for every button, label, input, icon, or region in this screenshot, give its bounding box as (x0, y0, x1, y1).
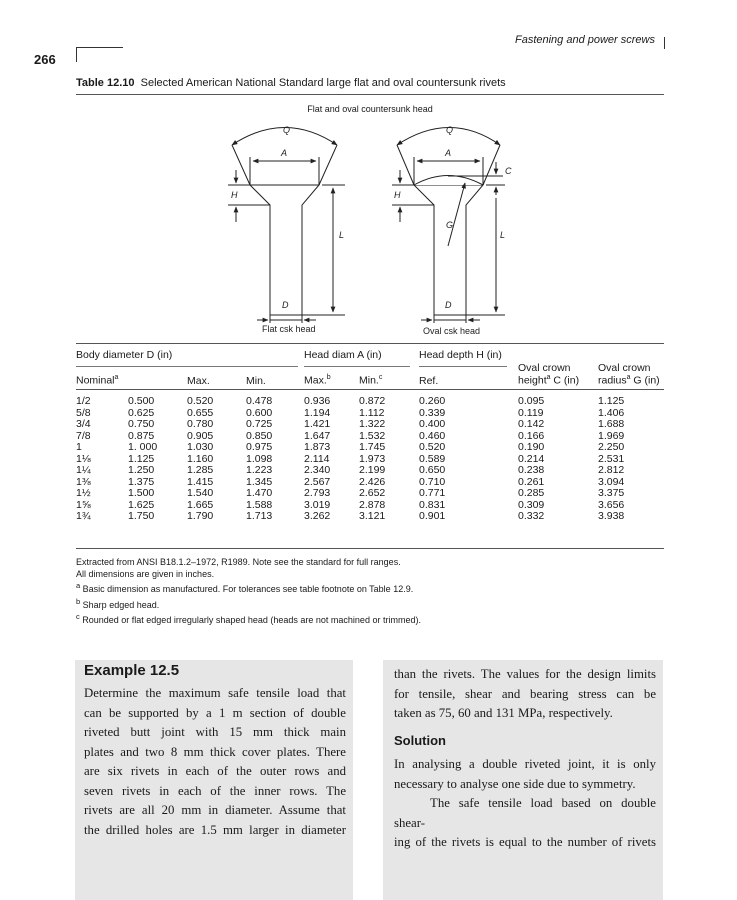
header-head-diam: Head diam A (in) (304, 349, 382, 361)
cell-crown-radius: 3.656 (598, 498, 625, 511)
cell-nominal-decimal: 1.500 (128, 487, 155, 500)
footnote-units: All dimensions are given in inches. (76, 568, 215, 579)
header-head-depth: Head depth H (in) (419, 349, 502, 361)
cell-min: 1.223 (246, 464, 273, 477)
caption-oval-csk: Oval csk head (423, 326, 481, 336)
table-row (76, 477, 638, 489)
label-d-right: D (445, 300, 452, 310)
cell-max: 0.905 (187, 429, 214, 442)
cell-crown-height: 0.332 (518, 510, 545, 523)
cell-head-max: 1.873 (304, 441, 331, 454)
header-head-min: Min.$^c$ (359, 374, 383, 387)
cell-head-max: 1.647 (304, 429, 331, 442)
cell-max: 0.780 (187, 418, 214, 431)
cell-head-max: 3.262 (304, 510, 331, 523)
text-line: In analysing a double riveted joint, it is only (394, 757, 656, 771)
cell-nominal-decimal: 0.750 (128, 418, 155, 431)
cell-nominal: 1¼ (76, 464, 91, 477)
header-min: Min. (246, 375, 266, 387)
cell-crown-radius: 3.375 (598, 487, 625, 500)
label-h-left: H (231, 190, 238, 200)
cell-head-depth-ref: 0.400 (419, 418, 446, 431)
label-a-left: A (281, 148, 288, 158)
label-l-right: L (500, 230, 506, 240)
page-number: 266 (34, 52, 56, 67)
label-l-left: L (339, 230, 345, 240)
footnote-source: Extracted from ANSI B18.1.2–1972, R1989. Note see the standard for full ranges. (76, 557, 401, 567)
cell-crown-radius: 2.531 (598, 452, 625, 465)
cell-max: 1.790 (187, 510, 214, 523)
cell-crown-height: 0.261 (518, 475, 545, 488)
rivet-table (76, 396, 638, 523)
cell-head-min: 1.532 (359, 429, 386, 442)
cell-head-min: 1.322 (359, 418, 386, 431)
cell-crown-height: 0.119 (518, 406, 544, 419)
footnote-c: $^c$ Rounded or flat edged irregularly shaped head (heads are not machined or trimmed). (76, 612, 421, 625)
cell-nominal-decimal: 1.375 (128, 475, 155, 488)
cell-head-min: 1.112 (359, 406, 385, 419)
table-footnotes (76, 557, 666, 627)
text-line: necessary to analyse one side due to symmetry. (394, 776, 636, 791)
label-d-left: D (282, 300, 289, 310)
cell-min: 0.478 (246, 395, 273, 407)
text-line: The safe tensile load based on double shear- (394, 796, 656, 830)
cell-head-depth-ref: 0.650 (419, 464, 446, 477)
text-line: the drilled holes are 1.5 mm larger in diameter (84, 822, 346, 837)
header-head-max: Max.$^b$ (304, 374, 331, 387)
cell-min: 0.975 (246, 441, 273, 454)
cell-nominal-decimal: 0.500 (128, 395, 155, 407)
cell-head-min: 2.878 (359, 498, 386, 511)
text-line: than the rivets. The values for the design limits (394, 667, 656, 681)
cell-max: 1.415 (187, 475, 214, 488)
cell-max: 1.285 (187, 464, 214, 477)
table-row (76, 419, 638, 431)
cell-crown-radius: 1.969 (598, 429, 625, 442)
cell-nominal-decimal: 1. 000 (128, 441, 158, 454)
cell-min: 1.713 (246, 510, 273, 523)
cell-crown-height: 0.142 (518, 418, 545, 431)
cell-head-max: 3.019 (304, 498, 331, 511)
cell-min: 1.470 (246, 487, 273, 500)
footnote-b: $^b$ Sharp edged head. (76, 596, 160, 610)
cell-max: 1.030 (187, 441, 214, 454)
table-row (76, 396, 638, 408)
text-line: riveted butt joint with 15 mm thick main (84, 725, 346, 739)
solution-title: Solution (394, 733, 446, 748)
cell-nominal: 1⅜ (76, 475, 91, 488)
cell-crown-radius: 1.688 (598, 418, 625, 431)
cell-crown-radius: 3.938 (598, 510, 625, 523)
text-line: Determine the maximum safe tensile load that (84, 686, 346, 700)
cell-head-max: 1.421 (304, 418, 331, 431)
label-q-left: Q (283, 125, 291, 135)
example-continued-text (394, 665, 656, 724)
footnote-a: $^a$ Basic dimension as manufactured. For tolerances see table footnote on Table 12.9. (76, 581, 414, 594)
cell-head-min: 1.745 (359, 441, 386, 454)
header-max: Max. (187, 375, 210, 387)
cell-crown-radius: 1.125 (598, 395, 625, 407)
cell-head-min: 2.652 (359, 487, 386, 500)
cell-head-max: 2.340 (304, 464, 331, 477)
table-row (76, 431, 638, 443)
cell-head-depth-ref: 0.710 (419, 475, 446, 488)
header-body-diameter: Body diameter D (in) (76, 349, 173, 361)
table-row (76, 465, 638, 477)
text-line: ing of the rivets is equal to the number of rivets (394, 835, 656, 849)
cell-crown-height: 0.166 (518, 429, 545, 442)
head-depth-rule (419, 366, 507, 367)
table-row (76, 488, 638, 500)
cell-crown-radius: 1.406 (598, 406, 625, 419)
cell-min: 0.600 (246, 406, 273, 419)
cell-crown-height: 0.309 (518, 498, 545, 511)
cell-crown-height: 0.190 (518, 441, 545, 454)
cell-head-min: 3.121 (359, 510, 386, 523)
example-body (84, 684, 346, 840)
cell-crown-height: 0.214 (518, 452, 545, 465)
cell-head-depth-ref: 0.831 (419, 498, 446, 511)
cell-head-depth-ref: 0.771 (419, 487, 446, 500)
text-line: taken as 75, 60 and 131 MPa, respectively. (394, 706, 613, 720)
header-ref: Ref. (419, 375, 439, 387)
cell-head-depth-ref: 0.339 (419, 406, 446, 419)
table-row (76, 500, 638, 512)
cell-nominal: 1 (76, 441, 82, 454)
table-header-rule (76, 389, 664, 390)
cell-nominal: 7/8 (76, 429, 91, 442)
cell-head-depth-ref: 0.901 (419, 510, 446, 523)
cell-head-min: 2.199 (359, 464, 386, 477)
cell-head-max: 2.793 (304, 487, 331, 500)
table-row (76, 454, 638, 466)
cell-min: 0.850 (246, 429, 273, 442)
cell-nominal: 1/2 (76, 395, 91, 407)
cell-head-min: 0.872 (359, 395, 386, 407)
text-line: plates and two 8 mm thick cover plates. There (84, 744, 346, 759)
cell-head-min: 1.973 (359, 452, 386, 465)
cell-head-depth-ref: 0.460 (419, 429, 446, 442)
cell-head-max: 0.936 (304, 395, 331, 407)
label-g-right: G (446, 220, 454, 230)
cell-crown-radius: 3.094 (598, 475, 625, 488)
cell-max: 1.540 (187, 487, 214, 500)
header-crown-height-l1: Oval crown (518, 362, 571, 374)
cell-nominal-decimal: 1.750 (128, 510, 155, 523)
cell-nominal: 1⅛ (76, 452, 91, 465)
text-line: seven rivets in each of the inner rows. The (84, 783, 346, 798)
cell-nominal-decimal: 1.625 (128, 498, 155, 511)
cell-max: 0.655 (187, 406, 214, 419)
head-diam-rule (304, 366, 410, 367)
header-crown-radius-l2: radius$^a$ G (in) (598, 374, 660, 387)
header-nominal: Nominal$^a$ (76, 374, 119, 387)
solution-body (394, 755, 656, 853)
label-c-right: C (505, 166, 512, 176)
header-crown-height-l2: height$^a$ C (in) (518, 374, 580, 387)
label-a-right: A (445, 148, 452, 158)
cell-min: 1.345 (246, 475, 273, 488)
table-row (76, 442, 638, 454)
text-line: are six rivets in each of the outer rows and (84, 764, 346, 778)
cell-nominal-decimal: 0.625 (128, 406, 155, 419)
table-row (76, 408, 638, 420)
cell-head-depth-ref: 0.520 (419, 441, 446, 454)
cell-crown-height: 0.285 (518, 487, 545, 500)
example-title: Example 12.5 (84, 662, 180, 679)
cell-head-max: 1.194 (304, 406, 331, 419)
cell-nominal: 1¾ (76, 510, 91, 523)
cell-head-depth-ref: 0.589 (419, 452, 446, 465)
text-line: can be supported by a 1 m section of double (84, 705, 346, 720)
label-h-right: H (394, 190, 401, 200)
figure-title: Flat and oval countersunk head (307, 104, 433, 114)
cell-nominal-decimal: 1.250 (128, 464, 155, 477)
rivet-diagram (0, 0, 737, 345)
cell-head-depth-ref: 0.260 (419, 395, 446, 407)
label-q-right: Q (446, 125, 454, 135)
body-diameter-rule (76, 366, 298, 367)
table-row (76, 511, 638, 523)
cell-max: 1.665 (187, 498, 214, 511)
cell-nominal-decimal: 0.875 (128, 429, 155, 442)
table-caption-label: Table 12.10 (76, 77, 135, 89)
text-line: rivets are all 20 mm in diameter. Assume that (84, 803, 346, 817)
cell-head-max: 2.567 (304, 475, 331, 488)
cell-head-max: 2.114 (304, 452, 330, 465)
cell-min: 1.098 (246, 452, 273, 465)
header-crown-radius-l1: Oval crown (598, 362, 651, 374)
cell-crown-radius: 2.250 (598, 441, 625, 454)
table-bottom-rule (76, 548, 664, 549)
cell-min: 0.725 (246, 418, 273, 431)
cell-crown-height: 0.238 (518, 464, 545, 477)
cell-max: 0.520 (187, 395, 214, 407)
cell-min: 1.588 (246, 498, 273, 511)
cell-max: 1.160 (187, 452, 214, 465)
cell-nominal: 3/4 (76, 418, 91, 431)
cell-nominal: 1⅝ (76, 498, 91, 511)
cell-head-min: 2.426 (359, 475, 386, 488)
caption-flat-csk: Flat csk head (262, 324, 316, 334)
table-top-rule (76, 343, 664, 344)
table-caption-text: Selected American National Standard large flat and oval countersunk rivets (140, 77, 506, 89)
cell-crown-height: 0.095 (518, 395, 545, 407)
cell-nominal: 5/8 (76, 406, 91, 419)
cell-nominal-decimal: 1.125 (128, 452, 155, 465)
text-line: for tensile, shear and bearing stress can be (394, 686, 656, 701)
cell-nominal: 1½ (76, 487, 91, 500)
cell-crown-radius: 2.812 (598, 464, 625, 477)
running-head: Fastening and power screws (514, 34, 655, 46)
